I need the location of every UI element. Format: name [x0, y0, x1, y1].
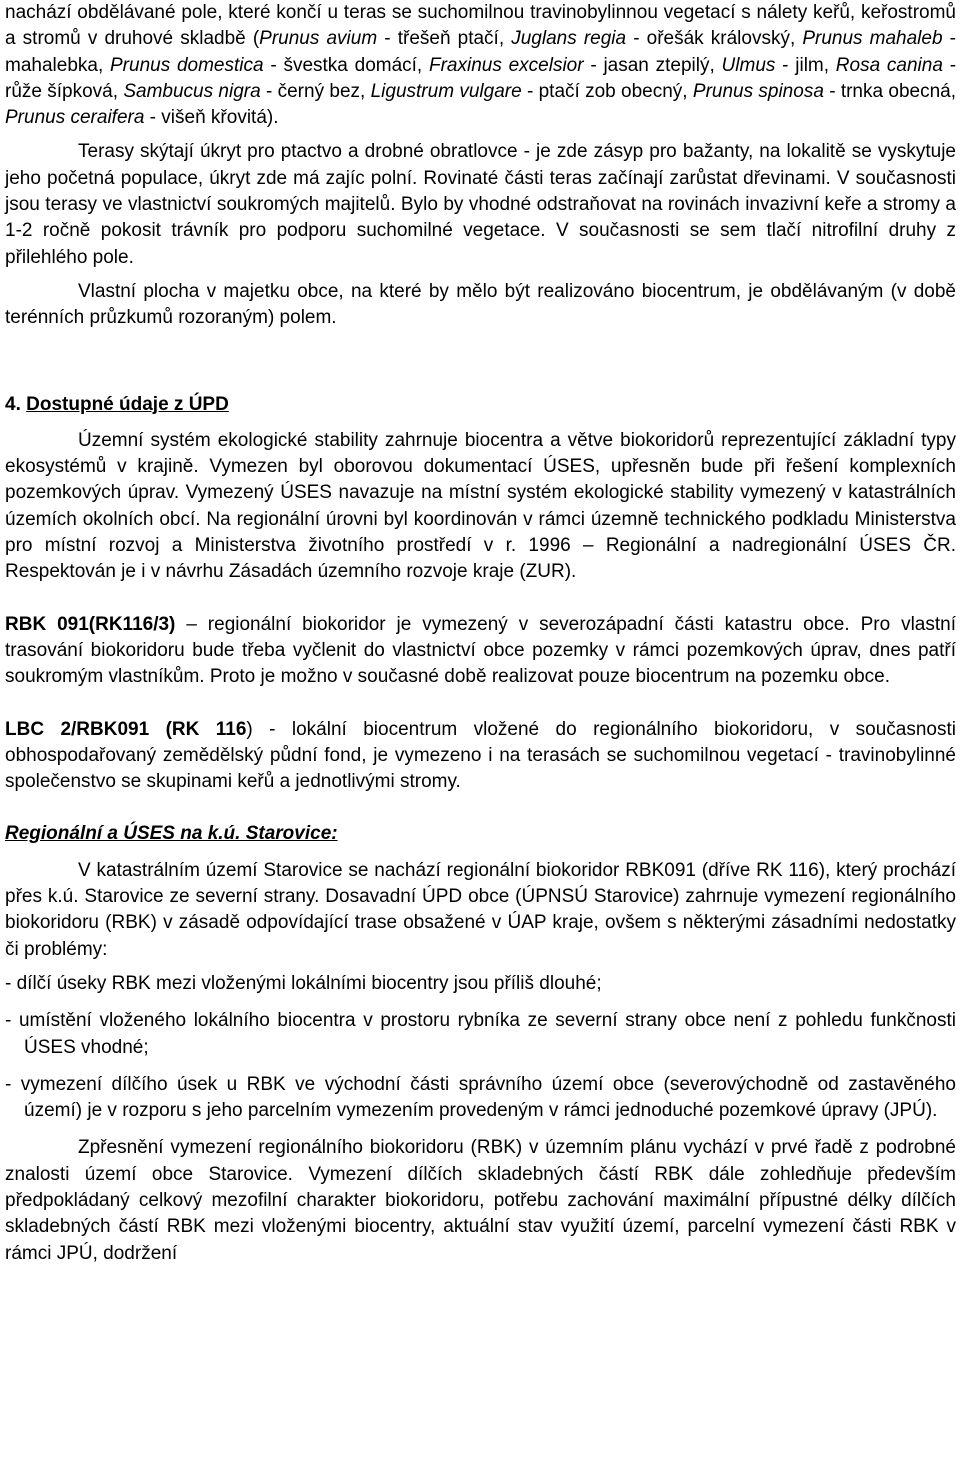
terraces-paragraph: Terasy skýtají úkryt pro ptactvo a drobné obratlovce - je zde zásyp pro bažanty, na lokalitě se vyskytuje jeho početná populace, úkryt zde má zajíc polní. Rovinaté části teras začínají zarůstat dřevinami. V současnosti jsou terasy ve vlastnictví soukromých majitelů. Bylo by vhodné odstraňovat na rovinách invazivní keře a stromy a 1-2 ročně pokosit trávník pro podporu suchomilné vegetace. V současnosti se sem tlačí nitrofilní druhy z přilehlého pole.: [5, 141, 956, 268]
intro-text: - ptačí zob obecný,: [521, 80, 693, 102]
species-name: Prunus mahaleb: [802, 28, 943, 50]
species-name: Rosa canina: [835, 54, 943, 76]
species-name: Prunus domestica: [110, 54, 264, 76]
uses-paragraph: Územní systém ekologické stability zahrnuje biocentra a větve biokoridorů reprezentující základní typy ekosystémů v krajině. Vymezen byl oborovou dokumentací ÚSES, upřesněn bude při řešení komplexních pozemkových úprav. Vymezený ÚSES navazuje na místní systém ekologické stability vymezený v katastrálních územích okolních obcí. Na regionální úrovni byl koordinován v rámci územně technického podkladu Ministerstva pro místní rozvoj a Ministerstva životního prostředí v r. 1996 – Regionální a nadregionální ÚSES ČR. Respektován je i v návrhu Zásadách územního rozvoje kraje (ZUR).: [5, 429, 956, 583]
problem-list-item: - dílčí úseky RBK mezi vloženými lokálními biocentry jsou příliš dlouhé;: [5, 972, 602, 994]
intro-text: - třešeň ptačí,: [377, 28, 512, 50]
section-title: Dostupné údaje z ÚPD: [26, 393, 229, 415]
intro-text: - višeň křovitá).: [144, 107, 279, 129]
species-name: Ligustrum vulgare: [370, 80, 522, 102]
species-name: Fraxinus excelsior: [428, 54, 584, 76]
intro-text: - ořešák královský,: [626, 28, 803, 50]
intro-text: - jilm,: [775, 54, 836, 76]
lbc-text: ) - lokální biocentrum vložené do regionálního biokoridoru, v současnosti obhospodařovaný zemědělský půdní fond, je vymezeno i na terasách se suchomilnou vegetací - travinobylinné společenstvo se skupinami keřů a jednotlivými stromy.: [5, 718, 956, 793]
rbk-text: – regionální biokoridor je vymezený v severozápadní části katastru obce. Pro vlastní trasování biokoridoru bude třeba vyčlenit do vlastnictví obce pozemky v rámci pozemkových úprav, dnes patří soukromým vlastníkům. Proto je možno v současné době realizovat pouze biocentrum na pozemku obce.: [5, 613, 956, 688]
intro-paragraph: [5, 0, 956, 131]
intro-text: - švestka domácí,: [263, 54, 429, 76]
problem-list-item: - vymezení dílčího úsek u RBK ve východní části správního území obce (severovýchodně od zastavěného území) je v rozporu s jeho parcelním vymezením provedeným v rámci jednoduché pozemkové úpravy (JPÚ).: [5, 1073, 956, 1122]
species-name: Ulmus: [721, 54, 776, 76]
species-name: Juglans regia: [511, 28, 627, 50]
refinement-paragraph: Zpřesnění vymezení regionálního biokoridoru (RBK) v územním plánu vychází v prvé řadě z podrobné znalosti území obce Starovice. Vymezení dílčích skladebných částí RBK dále zohledňuje především předpokládaný celkový mezofilní charakter biokoridoru, potřebu zachování maximální přípustné délky dílčích skladebných částí RBK mezi vloženými biocentry, aktuální stav využití území, parcelní vymezení části RBK v rámci JPÚ, dodržení: [5, 1137, 956, 1264]
starovice-subheading: Regionální a ÚSES na k.ú. Starovice:: [5, 823, 338, 845]
intro-text: - růže šípková,: [5, 54, 957, 102]
problem-list-item: - umístění vloženého lokálního biocentra v prostoru rybníka ze severní strany obce není z pohledu funkčnosti ÚSES vhodné;: [5, 1010, 956, 1058]
species-name: Prunus avium: [259, 28, 378, 50]
intro-text: nachází obdělávané pole, které končí u teras se suchomilnou travinobylinnou vegetací s nálety keřů, keřostromů a stromů v druhové skladbě (: [5, 2, 956, 50]
species-name: Sambucus nigra: [123, 80, 261, 102]
intro-text: - trnka obecná,: [823, 80, 956, 102]
starovice-paragraph: V katastrálním území Starovice se nachází regionální biokoridor RBK091 (dříve RK 116), který prochází přes k.ú. Starovice ze severní strany. Dosavadní ÚPD obce (ÚPNSÚ Starovice) zahrnuje vymezení regionálního biokoridoru (RBK) v zásadě odpovídající trase obsažené v ÚAP kraje, ovšem s některými zásadními nedostatky či problémy:: [5, 859, 956, 960]
section-number: 4.: [5, 393, 21, 415]
intro-text: - černý bez,: [260, 80, 371, 102]
lbc-label: LBC 2/RBK091 (RK 116: [5, 718, 247, 740]
lbc-paragraph: [5, 717, 956, 796]
rbk-label: RBK 091(RK116/3): [5, 613, 176, 635]
rbk-paragraph: [5, 612, 956, 691]
species-name: Prunus spinosa: [692, 80, 824, 102]
intro-text: - jasan ztepilý,: [583, 54, 722, 76]
species-name: Prunus ceraifera: [5, 107, 145, 129]
intro-text: - mahalebka,: [5, 28, 956, 76]
ownership-paragraph: Vlastní plocha v majetku obce, na které by mělo být realizováno biocentrum, je obdělávaným (v době terénních průzkumů rozoraným) polem.: [5, 280, 956, 329]
section-heading: [5, 392, 956, 418]
